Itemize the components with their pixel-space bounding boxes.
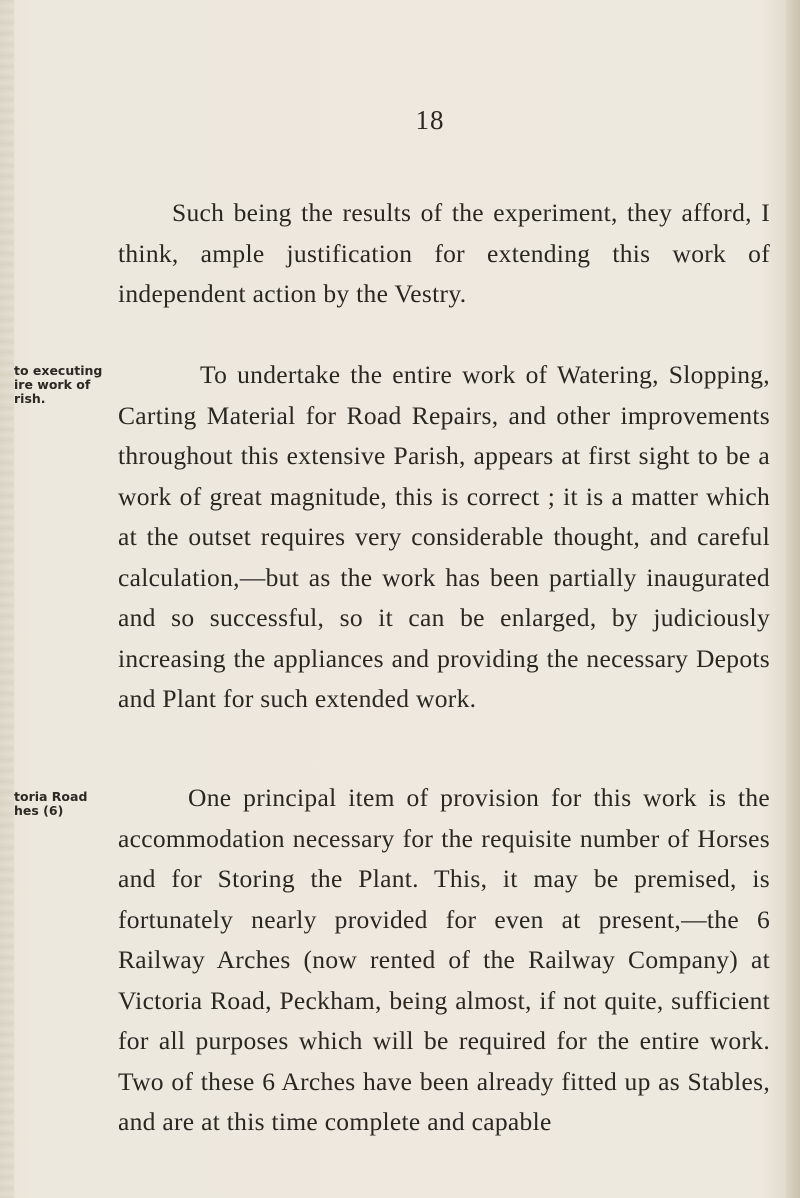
margin-note-line: toria Road — [14, 789, 88, 804]
paragraph-principal-item: One principal item of provision for this work is the accommodation necessary for the requisite number of Horses and for Storing the Plant. This, it may be premised, is fortunately nearly provided for even at present,—the 6 Railway Arches (now rented of the Railway Company) at Victoria Road, Peckham, being almost, if not quite, sufficient for all purposes which will be required for the entire work. Two of these 6 Arches have been already fitted up as Stables, and are at this time complete and capable — [118, 783, 770, 1136]
margin-note-executing-work — [14, 364, 114, 406]
page-left-edge — [0, 0, 14, 1198]
margin-note-victoria-road-arches — [14, 790, 114, 818]
paragraph-entire-work: To undertake the entire work of Watering, Slopping, Carting Material for Road Repairs, and other improvements throughout this extensive Parish, appears at first sight to be a work of great magnitude, this is correct ; it is a matter which at the outset requires very considerable thought, and careful calculation,—but as the work has been partially inaugurated and so successful, so it can be enlarged, by judiciously increasing the appliances and providing the necessary Depots and Plant for such extended work. — [118, 360, 770, 713]
paragraph-experiment-results: Such being the results of the experiment, they afford, I think, ample justification for extending this work of independent action by the Vestry. — [118, 198, 770, 308]
margin-note-line: to executing — [14, 363, 103, 378]
margin-note-line: hes (6) — [14, 803, 64, 818]
page-number: 18 — [415, 105, 445, 135]
page-right-edge — [786, 0, 800, 1198]
margin-note-line: rish. — [14, 391, 46, 406]
margin-note-line: ire work of — [14, 377, 91, 392]
